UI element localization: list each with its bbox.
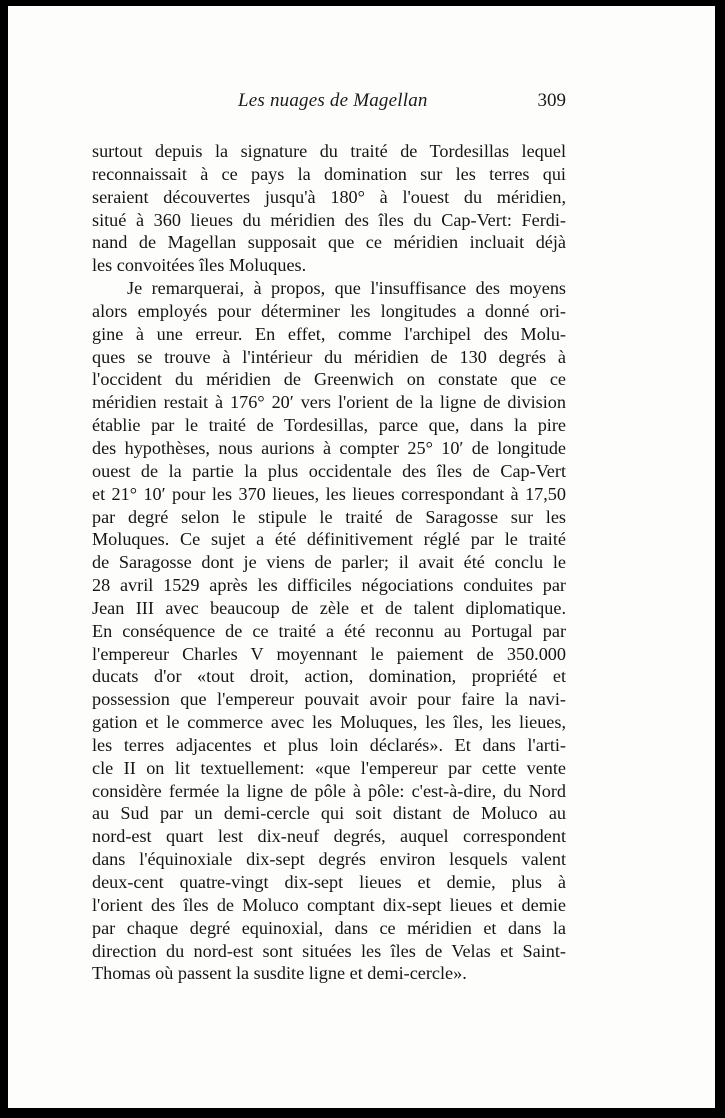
text-line: direction du nord-est sont situées les îles de Velas et Saint- <box>92 940 566 961</box>
text-line: l'occident du méridien de Greenwich on constate que ce <box>92 369 566 390</box>
text-line: alors employés pour déterminer les longitudes a donné ori- <box>92 300 566 321</box>
text-line: nand de Magellan supposait que ce méridien incluait déjà <box>92 232 566 253</box>
body-text <box>92 140 566 985</box>
text-line: ques se trouve à l'intérieur du méridien de 130 degrés à <box>92 346 566 367</box>
text-line: l'empereur Charles V moyennant le paiement de 350.000 <box>92 643 566 664</box>
text-line: En conséquence de ce traité a été reconnu au Portugal par <box>92 620 566 641</box>
text-line: considère fermée la ligne de pôle à pôle: c'est-à-dire, du Nord <box>92 780 566 801</box>
text-line: nord-est quart lest dix-neuf degrés, auquel correspondent <box>92 826 566 847</box>
text-line: cle II on lit textuellement: «que l'empereur par cette vente <box>92 757 566 778</box>
page-header <box>92 90 566 114</box>
text-line: possession que l'empereur pouvait avoir pour faire la navi- <box>92 689 566 710</box>
text-line: 28 avril 1529 après les difficiles négociations conduites par <box>92 575 566 596</box>
text-line: au Sud par un demi-cercle qui soit distant de Moluco au <box>92 803 566 824</box>
text-line: par chaque degré equinoxial, dans ce méridien et dans la <box>92 917 566 938</box>
text-line: par degré selon le stipule le traité de Saragosse sur les <box>92 506 566 527</box>
running-title: Les nuages de Magellan <box>238 90 428 111</box>
text-line: Thomas où passent la susdite ligne et demi-cercle». <box>92 963 467 984</box>
text-line: de Saragosse dont je viens de parler; il avait été conclu le <box>92 552 566 573</box>
text-line: seraient découvertes jusqu'à 180° à l'ouest du méridien, <box>92 186 566 207</box>
text-line: gine à une erreur. En effet, comme l'archipel des Molu- <box>92 323 566 344</box>
text-line: méridien restait à 176° 20′ vers l'orient de la ligne de division <box>92 392 566 413</box>
text-line: Je remarquerai, à propos, que l'insuffisance des moyens <box>127 278 566 299</box>
text-line: les terres adjacentes et plus loin déclarés». Et dans l'arti- <box>92 734 566 755</box>
page-number: 309 <box>537 90 566 111</box>
text-line: reconnaissait à ce pays la domination sur les terres qui <box>92 163 566 184</box>
text-line: situé à 360 lieues du méridien des îles du Cap-Vert: Ferdi- <box>92 209 566 230</box>
text-line: ouest de la partie la plus occidentale des îles de Cap-Vert <box>92 460 566 481</box>
text-line: des hypothèses, nous aurions à compter 25° 10′ de longitude <box>92 437 566 458</box>
text-line: les convoitées îles Moluques. <box>92 255 307 276</box>
text-line: deux-cent quatre-vingt dix-sept lieues et demie, plus à <box>92 872 566 892</box>
text-line: gation et le commerce avec les Moluques, les îles, les lieues, <box>92 712 566 733</box>
text-line: et 21° 10′ pour les 370 lieues, les lieues correspondant à 17,50 <box>92 483 566 504</box>
text-line: établie par le traité de Tordesillas, parce que, dans la pire <box>92 415 566 436</box>
text-line: l'orient des îles de Moluco comptant dix-sept lieues et demie <box>92 894 566 915</box>
text-line: surtout depuis la signature du traité de Tordesillas lequel <box>92 141 566 161</box>
text-line: Jean III avec beaucoup de zèle et de talent diplomatique. <box>92 597 566 618</box>
text-line: Moluques. Ce sujet a été définitivement réglé par le traité <box>92 529 566 550</box>
text-line: dans l'équinoxiale dix-sept degrés environ lesquels valent <box>92 849 566 870</box>
text-line: ducats d'or «tout droit, action, domination, propriété et <box>92 666 566 687</box>
